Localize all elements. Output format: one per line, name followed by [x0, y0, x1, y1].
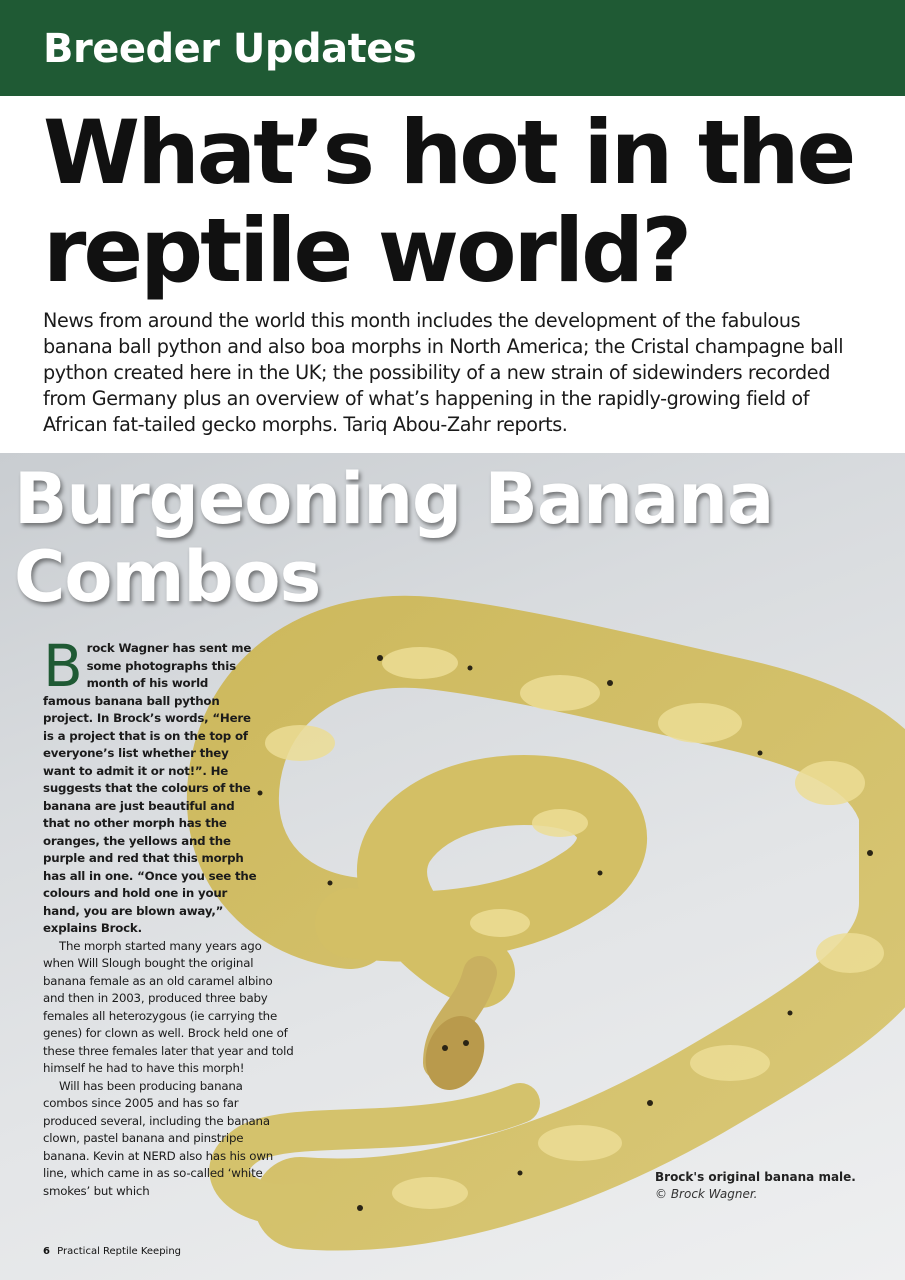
article-paragraph-1	[43, 632, 258, 938]
publication-name: Practical Reptile Keeping	[57, 1246, 182, 1257]
article-title: Burgeoning Banana Combos	[14, 458, 774, 618]
page-footer	[43, 1246, 181, 1257]
paragraph-1-text: rock Wagner has sent me some photographs this month of his world famous banana ball python project. In Brock’s words, “Here is a project that is on the top of everyone’s list whether they want to admit it or not!”. He suggests that the colours of the banana are just beautiful and that no other morph has the oranges, the yellows and the purple and red that this morph has all in one. “Once you see the colours and hold one in your hand, you are blown away,” explains Brock.	[43, 641, 257, 935]
article-paragraph-3: Will has been producing banana combos since 2005 and has so far produced several, including the banana clown, pastel banana and pinstripe banana. Kevin at NERD also has his own line, which came in as so-called ‘white smokes’ but which	[43, 1078, 274, 1198]
caption-credit: © Brock Wagner.	[655, 1187, 758, 1201]
photo-caption	[655, 1169, 856, 1203]
section-label: Breeder Updates	[43, 26, 417, 72]
caption-title: Brock's original banana male.	[655, 1170, 856, 1184]
article-paragraph-2: The morph started many years ago when Will Slough bought the original banana female as an old caramel albino and then in 2003, produced three baby females all heterozygous (ie carrying the genes) for clown as well. Brock held one of these three females later that year and told himself he had to have this morph!	[43, 938, 294, 1075]
standfirst: News from around the world this month includes the development of the fabulous banana ball python and also boa morphs in North America; the Cristal champagne ball python created here in the UK; the possibility of a new strain of sidewinders recorded from Germany plus an overview of what’s happening in the rapidly-growing field of African fat-tailed gecko morphs. Tariq Abou-Zahr reports.	[43, 309, 844, 436]
drop-cap: B	[43, 632, 83, 700]
page-number: 6	[43, 1246, 50, 1257]
section-banner	[0, 0, 905, 96]
page-headline: What’s hot in the reptile world?	[43, 101, 854, 302]
article-body	[43, 632, 295, 1200]
